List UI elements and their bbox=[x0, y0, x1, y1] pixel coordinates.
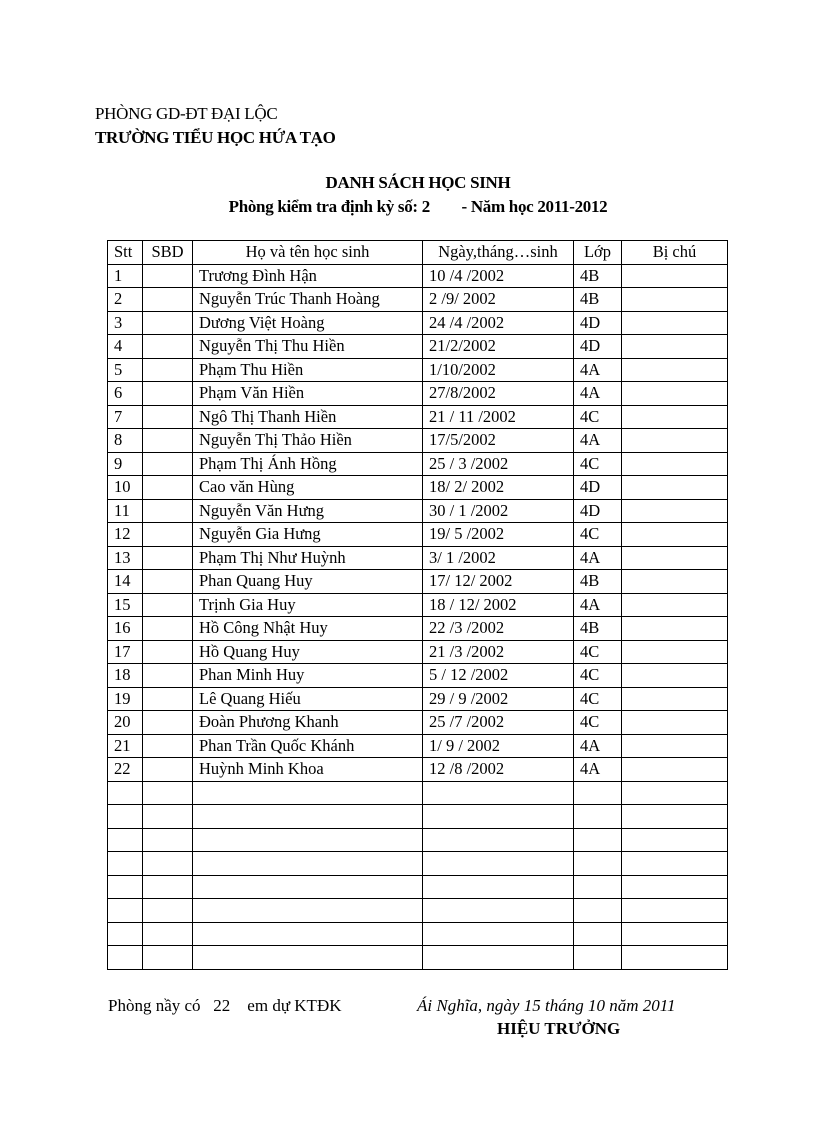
cell-name bbox=[193, 828, 423, 852]
document-title: DANH SÁCH HỌC SINH bbox=[325, 173, 511, 192]
cell-sbd bbox=[143, 523, 193, 547]
cell-name: Nguyễn Thị Thu Hiền bbox=[193, 335, 423, 359]
cell-class: 4C bbox=[574, 711, 622, 735]
cell-class: 4B bbox=[574, 617, 622, 641]
cell-class: 4B bbox=[574, 264, 622, 288]
cell-class: 4D bbox=[574, 499, 622, 523]
place-date-text: Ái Nghĩa, ngày 15 tháng 10 năm 2011 bbox=[417, 996, 676, 1015]
cell-stt: 2 bbox=[108, 288, 143, 312]
cell-class: 4A bbox=[574, 758, 622, 782]
cell-note bbox=[622, 875, 728, 899]
cell-stt: 5 bbox=[108, 358, 143, 382]
cell-sbd bbox=[143, 335, 193, 359]
cell-stt: 8 bbox=[108, 429, 143, 453]
table-row bbox=[108, 734, 728, 758]
cell-sbd bbox=[143, 711, 193, 735]
cell-note bbox=[622, 311, 728, 335]
cell-sbd bbox=[143, 852, 193, 876]
table-row bbox=[108, 264, 728, 288]
table-row bbox=[108, 617, 728, 641]
cell-name: Phạm Văn Hiền bbox=[193, 382, 423, 406]
cell-birthdate: 18 / 12/ 2002 bbox=[423, 593, 574, 617]
table-row bbox=[108, 546, 728, 570]
cell-note bbox=[622, 335, 728, 359]
cell-note bbox=[622, 405, 728, 429]
table-row bbox=[108, 875, 728, 899]
cell-class: 4A bbox=[574, 382, 622, 406]
cell-sbd bbox=[143, 922, 193, 946]
cell-birthdate bbox=[423, 805, 574, 829]
cell-class bbox=[574, 899, 622, 923]
cell-birthdate bbox=[423, 875, 574, 899]
cell-class: 4C bbox=[574, 687, 622, 711]
cell-note bbox=[622, 899, 728, 923]
cell-birthdate: 1/10/2002 bbox=[423, 358, 574, 382]
cell-stt: 20 bbox=[108, 711, 143, 735]
cell-sbd bbox=[143, 382, 193, 406]
cell-class: 4A bbox=[574, 734, 622, 758]
cell-stt: 4 bbox=[108, 335, 143, 359]
cell-sbd bbox=[143, 452, 193, 476]
cell-note bbox=[622, 593, 728, 617]
cell-note bbox=[622, 546, 728, 570]
cell-sbd bbox=[143, 546, 193, 570]
cell-note bbox=[622, 476, 728, 500]
cell-stt: 21 bbox=[108, 734, 143, 758]
cell-note bbox=[622, 429, 728, 453]
cell-name bbox=[193, 852, 423, 876]
cell-sbd bbox=[143, 687, 193, 711]
cell-class: 4C bbox=[574, 523, 622, 547]
cell-stt: 11 bbox=[108, 499, 143, 523]
cell-stt: 22 bbox=[108, 758, 143, 782]
cell-sbd bbox=[143, 311, 193, 335]
cell-name: Phan Minh Huy bbox=[193, 664, 423, 688]
cell-class bbox=[574, 805, 622, 829]
cell-note bbox=[622, 758, 728, 782]
table-row bbox=[108, 335, 728, 359]
cell-birthdate: 21 /3 /2002 bbox=[423, 640, 574, 664]
cell-birthdate: 17/5/2002 bbox=[423, 429, 574, 453]
cell-sbd bbox=[143, 758, 193, 782]
cell-class: 4B bbox=[574, 288, 622, 312]
cell-name: Phan Quang Huy bbox=[193, 570, 423, 594]
cell-note bbox=[622, 946, 728, 970]
cell-stt bbox=[108, 946, 143, 970]
cell-name bbox=[193, 781, 423, 805]
cell-note bbox=[622, 734, 728, 758]
column-header-note: Bị chú bbox=[622, 241, 728, 265]
cell-stt: 9 bbox=[108, 452, 143, 476]
table-row bbox=[108, 781, 728, 805]
cell-birthdate bbox=[423, 899, 574, 923]
cell-name: Nguyễn Gia Hưng bbox=[193, 523, 423, 547]
cell-birthdate: 24 /4 /2002 bbox=[423, 311, 574, 335]
cell-birthdate bbox=[423, 922, 574, 946]
cell-name: Trương Đình Hận bbox=[193, 264, 423, 288]
cell-note bbox=[622, 828, 728, 852]
cell-sbd bbox=[143, 640, 193, 664]
school-name: TRƯỜNG TIỂU HỌC HỨA TẠO bbox=[95, 128, 336, 147]
cell-class bbox=[574, 828, 622, 852]
cell-sbd bbox=[143, 288, 193, 312]
column-header-stt: Stt bbox=[108, 241, 143, 265]
cell-class: 4C bbox=[574, 664, 622, 688]
table-row bbox=[108, 758, 728, 782]
cell-note bbox=[622, 499, 728, 523]
cell-name: Phan Trần Quốc Khánh bbox=[193, 734, 423, 758]
cell-name bbox=[193, 899, 423, 923]
document-subtitle: Phòng kiểm tra định kỳ số: 2 - Năm học 2011-2012 bbox=[228, 197, 608, 216]
cell-birthdate: 22 /3 /2002 bbox=[423, 617, 574, 641]
cell-stt: 14 bbox=[108, 570, 143, 594]
cell-class bbox=[574, 781, 622, 805]
cell-stt: 16 bbox=[108, 617, 143, 641]
cell-sbd bbox=[143, 946, 193, 970]
cell-name: Huỳnh Minh Khoa bbox=[193, 758, 423, 782]
cell-stt: 18 bbox=[108, 664, 143, 688]
cell-birthdate: 10 /4 /2002 bbox=[423, 264, 574, 288]
table-row bbox=[108, 405, 728, 429]
table-row bbox=[108, 852, 728, 876]
cell-note bbox=[622, 711, 728, 735]
table-row bbox=[108, 946, 728, 970]
cell-class: 4D bbox=[574, 311, 622, 335]
cell-sbd bbox=[143, 405, 193, 429]
cell-class: 4B bbox=[574, 570, 622, 594]
table-row bbox=[108, 922, 728, 946]
cell-name: Hồ Công Nhật Huy bbox=[193, 617, 423, 641]
table-row bbox=[108, 805, 728, 829]
cell-birthdate: 5 / 12 /2002 bbox=[423, 664, 574, 688]
cell-class: 4C bbox=[574, 452, 622, 476]
student-table bbox=[107, 240, 728, 970]
cell-note bbox=[622, 922, 728, 946]
cell-birthdate: 30 / 1 /2002 bbox=[423, 499, 574, 523]
department-name: PHÒNG GD-ĐT ĐẠI LỘC bbox=[95, 104, 278, 123]
cell-stt bbox=[108, 922, 143, 946]
cell-birthdate: 25 /7 /2002 bbox=[423, 711, 574, 735]
cell-sbd bbox=[143, 805, 193, 829]
cell-name: Phạm Thu Hiền bbox=[193, 358, 423, 382]
table-row bbox=[108, 828, 728, 852]
table-row bbox=[108, 523, 728, 547]
table-row bbox=[108, 593, 728, 617]
cell-name: Phạm Thị Như Huỳnh bbox=[193, 546, 423, 570]
cell-birthdate bbox=[423, 828, 574, 852]
cell-stt: 13 bbox=[108, 546, 143, 570]
cell-birthdate: 29 / 9 /2002 bbox=[423, 687, 574, 711]
cell-stt bbox=[108, 828, 143, 852]
cell-sbd bbox=[143, 734, 193, 758]
table-row bbox=[108, 358, 728, 382]
cell-note bbox=[622, 852, 728, 876]
cell-sbd bbox=[143, 499, 193, 523]
column-header-birthdate: Ngày,tháng…sinh bbox=[423, 241, 574, 265]
table-row bbox=[108, 664, 728, 688]
table-row bbox=[108, 311, 728, 335]
cell-note bbox=[622, 664, 728, 688]
cell-sbd bbox=[143, 664, 193, 688]
cell-class: 4D bbox=[574, 335, 622, 359]
cell-birthdate: 17/ 12/ 2002 bbox=[423, 570, 574, 594]
cell-note bbox=[622, 687, 728, 711]
cell-birthdate bbox=[423, 781, 574, 805]
cell-stt: 10 bbox=[108, 476, 143, 500]
cell-birthdate bbox=[423, 946, 574, 970]
cell-name: Dương Việt Hoàng bbox=[193, 311, 423, 335]
table-row bbox=[108, 499, 728, 523]
cell-birthdate: 12 /8 /2002 bbox=[423, 758, 574, 782]
cell-stt bbox=[108, 875, 143, 899]
cell-stt: 7 bbox=[108, 405, 143, 429]
cell-name: Nguyễn Trúc Thanh Hoàng bbox=[193, 288, 423, 312]
table-row bbox=[108, 288, 728, 312]
table-header-row bbox=[108, 241, 728, 265]
cell-stt: 6 bbox=[108, 382, 143, 406]
table-row bbox=[108, 452, 728, 476]
cell-birthdate: 3/ 1 /2002 bbox=[423, 546, 574, 570]
cell-birthdate: 18/ 2/ 2002 bbox=[423, 476, 574, 500]
table-body bbox=[108, 264, 728, 969]
cell-stt: 12 bbox=[108, 523, 143, 547]
cell-sbd bbox=[143, 358, 193, 382]
cell-note bbox=[622, 523, 728, 547]
cell-birthdate: 21 / 11 /2002 bbox=[423, 405, 574, 429]
cell-class bbox=[574, 875, 622, 899]
cell-note bbox=[622, 640, 728, 664]
table-row bbox=[108, 711, 728, 735]
cell-name: Đoàn Phương Khanh bbox=[193, 711, 423, 735]
cell-class: 4A bbox=[574, 358, 622, 382]
cell-class: 4A bbox=[574, 593, 622, 617]
cell-stt: 17 bbox=[108, 640, 143, 664]
cell-name bbox=[193, 922, 423, 946]
cell-sbd bbox=[143, 781, 193, 805]
cell-name: Lê Quang Hiếu bbox=[193, 687, 423, 711]
cell-birthdate: 1/ 9 / 2002 bbox=[423, 734, 574, 758]
cell-class: 4D bbox=[574, 476, 622, 500]
cell-note bbox=[622, 264, 728, 288]
cell-class bbox=[574, 946, 622, 970]
cell-birthdate: 2 /9/ 2002 bbox=[423, 288, 574, 312]
cell-birthdate: 27/8/2002 bbox=[423, 382, 574, 406]
cell-sbd bbox=[143, 899, 193, 923]
table-row bbox=[108, 382, 728, 406]
cell-birthdate: 25 / 3 /2002 bbox=[423, 452, 574, 476]
cell-sbd bbox=[143, 617, 193, 641]
table-row bbox=[108, 640, 728, 664]
cell-stt bbox=[108, 805, 143, 829]
table-row bbox=[108, 429, 728, 453]
cell-birthdate bbox=[423, 852, 574, 876]
table-row bbox=[108, 899, 728, 923]
cell-name: Trịnh Gia Huy bbox=[193, 593, 423, 617]
cell-note bbox=[622, 617, 728, 641]
cell-note bbox=[622, 452, 728, 476]
cell-sbd bbox=[143, 875, 193, 899]
table-row bbox=[108, 570, 728, 594]
cell-class: 4C bbox=[574, 405, 622, 429]
cell-birthdate: 19/ 5 /2002 bbox=[423, 523, 574, 547]
column-header-class: Lớp bbox=[574, 241, 622, 265]
column-header-sbd: SBD bbox=[143, 241, 193, 265]
column-header-name: Họ và tên học sinh bbox=[193, 241, 423, 265]
signer-title: HIỆU TRƯỞNG bbox=[497, 1019, 621, 1038]
cell-class bbox=[574, 922, 622, 946]
cell-note bbox=[622, 382, 728, 406]
cell-stt: 1 bbox=[108, 264, 143, 288]
cell-birthdate: 21/2/2002 bbox=[423, 335, 574, 359]
cell-sbd bbox=[143, 476, 193, 500]
cell-note bbox=[622, 288, 728, 312]
cell-name: Phạm Thị Ánh Hồng bbox=[193, 452, 423, 476]
cell-stt bbox=[108, 899, 143, 923]
cell-class: 4A bbox=[574, 546, 622, 570]
cell-note bbox=[622, 805, 728, 829]
cell-stt bbox=[108, 852, 143, 876]
cell-name bbox=[193, 875, 423, 899]
table-row bbox=[108, 476, 728, 500]
cell-name: Nguyễn Thị Thảo Hiền bbox=[193, 429, 423, 453]
cell-name bbox=[193, 805, 423, 829]
cell-sbd bbox=[143, 264, 193, 288]
cell-note bbox=[622, 570, 728, 594]
cell-sbd bbox=[143, 593, 193, 617]
cell-stt: 3 bbox=[108, 311, 143, 335]
cell-class: 4C bbox=[574, 640, 622, 664]
cell-name bbox=[193, 946, 423, 970]
cell-sbd bbox=[143, 429, 193, 453]
cell-note bbox=[622, 358, 728, 382]
cell-class bbox=[574, 852, 622, 876]
cell-note bbox=[622, 781, 728, 805]
cell-name: Cao văn Hùng bbox=[193, 476, 423, 500]
cell-stt bbox=[108, 781, 143, 805]
cell-sbd bbox=[143, 570, 193, 594]
cell-stt: 19 bbox=[108, 687, 143, 711]
student-count-text: Phòng nầy có 22 em dự KTĐK bbox=[108, 996, 342, 1015]
cell-stt: 15 bbox=[108, 593, 143, 617]
cell-name: Nguyễn Văn Hưng bbox=[193, 499, 423, 523]
cell-class: 4A bbox=[574, 429, 622, 453]
cell-sbd bbox=[143, 828, 193, 852]
cell-name: Hồ Quang Huy bbox=[193, 640, 423, 664]
table-row bbox=[108, 687, 728, 711]
cell-name: Ngô Thị Thanh Hiền bbox=[193, 405, 423, 429]
